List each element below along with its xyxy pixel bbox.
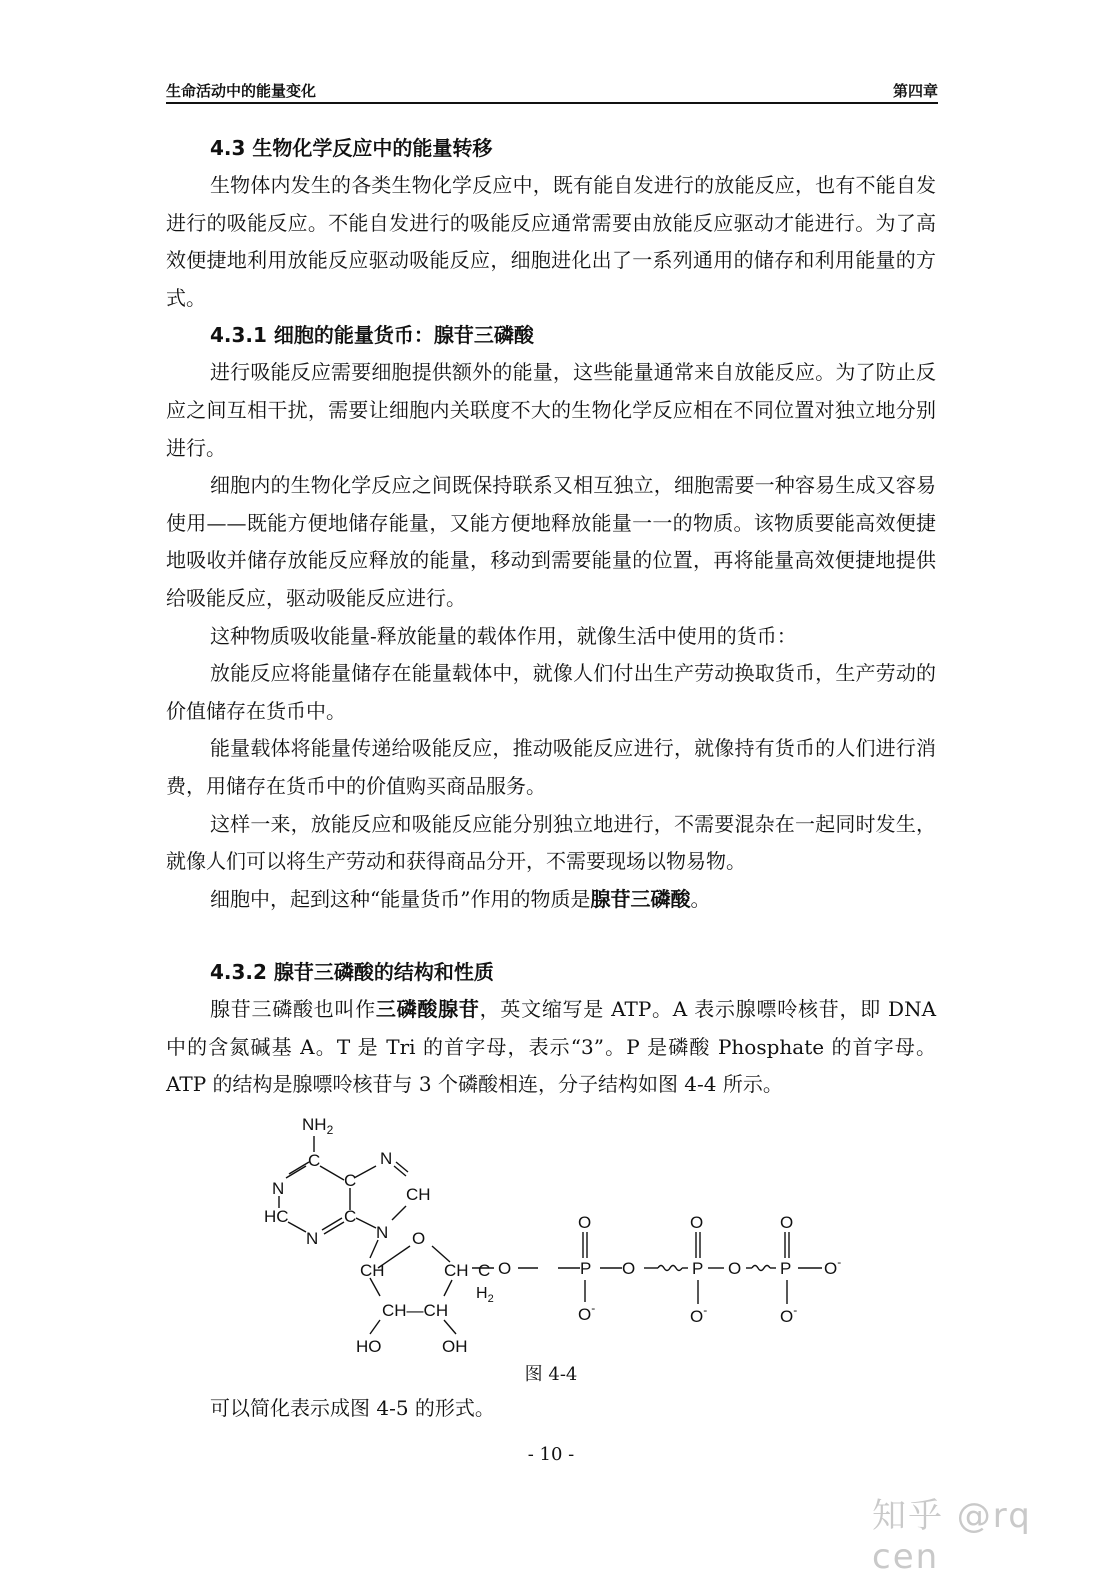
paragraph: 进行吸能反应需要细胞提供额外的能量，这些能量通常来自放能反应。为了防止反应之间互相干扰，需要让细胞内关联度不大的生物化学反应相在不同位置对独立地分别进行。 bbox=[166, 360, 936, 460]
text-segment: 。 bbox=[690, 886, 711, 911]
spacer bbox=[166, 918, 936, 954]
bold-term-atp: 腺苷三磷酸 bbox=[590, 886, 691, 911]
paragraph: 能量载体将能量传递给吸能反应，推动吸能反应进行，就像持有货币的人们进行消费，用储存在货币中的价值购买商品服务。 bbox=[166, 736, 936, 798]
atom-ch: CH bbox=[406, 1185, 431, 1205]
atom-ho: HO bbox=[356, 1337, 382, 1357]
atom-o-minus: O- bbox=[578, 1301, 596, 1325]
text-segment: ，英文缩写是 ATP。A 表示腺嘌呤核苷，即 DNA 中的含氮碱基 A。T 是 Tri 的首字母，表示“3”。P 是磷酸 Phosphate 的首字母。ATP 的结构是腺嘌呤核苷与 3 个磷酸相连，分子结构如图 4-4 所示。 bbox=[166, 997, 937, 1097]
atom-ch: CH bbox=[444, 1261, 469, 1281]
atom-o-minus: O- bbox=[690, 1303, 708, 1327]
atom-oh: OH bbox=[442, 1337, 468, 1357]
header-book-title: 生命活动中的能量变化 bbox=[166, 82, 317, 100]
atom-p: P bbox=[692, 1259, 704, 1279]
atom-o: O bbox=[622, 1259, 636, 1279]
label-h2: $H_2$ bbox=[476, 1285, 494, 1306]
atom-c: C bbox=[344, 1171, 357, 1191]
atom-c: C bbox=[308, 1151, 321, 1171]
paragraph: 这样一来，放能反应和吸能反应能分别独立地进行，不需要混杂在一起同时发生，就像人们可以将生产劳动和获得商品分开，不需要现场以物易物。 bbox=[166, 811, 936, 874]
atom-p: P bbox=[780, 1259, 792, 1279]
text-segment: 细胞中，起到这种“能量货币”作用的物质是 bbox=[210, 886, 591, 911]
page-body bbox=[166, 130, 936, 1428]
paragraph: 这种物质吸收能量-释放能量的载体作用，就像生活中使用的货币： bbox=[210, 623, 797, 648]
atom-ch-ch: CH—CH bbox=[382, 1301, 449, 1321]
atom-o: O bbox=[498, 1259, 512, 1279]
paragraph bbox=[166, 881, 936, 919]
bold-term-atp-alt: 三磷酸腺苷 bbox=[375, 997, 480, 1022]
atom-p: P bbox=[580, 1259, 592, 1279]
label-nh2: $NH_2$ bbox=[302, 1115, 334, 1138]
section-4-3-title: 4.3 生物化学反应中的能量转移 bbox=[210, 136, 493, 160]
atom-o: O bbox=[728, 1259, 742, 1279]
atom-c: C bbox=[344, 1207, 357, 1227]
atom-o: O bbox=[578, 1213, 592, 1233]
atom-o: O bbox=[690, 1213, 704, 1233]
atp-molecule-diagram bbox=[246, 1108, 866, 1358]
atom-n: N bbox=[380, 1149, 393, 1169]
atp-structure-figure bbox=[166, 1108, 936, 1358]
atom-ch: CH bbox=[360, 1261, 385, 1281]
paragraph: 生物体内发生的各类生物化学反应中，既有能自发进行的放能反应，也有不能自发进行的吸能反应。不能自发进行的吸能反应通常需要由放能反应驱动才能进行。为了高效便捷地利用放能反应驱动吸能反应，细胞进化出了一系列通用的储存和利用能量的方式。 bbox=[166, 173, 936, 310]
atom-o-minus: O- bbox=[824, 1255, 842, 1279]
paragraph bbox=[166, 991, 936, 1104]
atom-hc: HC bbox=[264, 1207, 289, 1227]
paragraph: 细胞内的生物化学反应之间既保持联系又相互独立，细胞需要一种容易生成又容易使用——既能方便地储存能量，又能方便地释放能量一一的物质。该物质要能高效便捷地吸收并储存放能反应释放的能量，移动到需要能量的位置，再将能量高效便捷地提供给吸能反应，驱动吸能反应进行。 bbox=[166, 473, 936, 610]
atom-c: C bbox=[478, 1261, 491, 1281]
paragraph: 可以简化表示成图 4-5 的形式。 bbox=[210, 1396, 495, 1421]
atom-n: N bbox=[376, 1223, 389, 1243]
paragraph: 放能反应将能量储存在能量载体中，就像人们付出生产劳动换取货币，生产劳动的价值储存在货币中。 bbox=[166, 661, 936, 723]
atom-o: O bbox=[780, 1213, 794, 1233]
atom-o-minus: O- bbox=[780, 1303, 798, 1327]
atom-n: N bbox=[272, 1179, 285, 1199]
page-number: - 10 - bbox=[527, 1444, 575, 1465]
text-segment: 腺苷三磷酸也叫作 bbox=[210, 997, 376, 1022]
header-chapter: 第四章 bbox=[892, 82, 938, 100]
atom-n: N bbox=[306, 1229, 319, 1249]
section-4-3-1-title: 4.3.1 细胞的能量货币：腺苷三磷酸 bbox=[210, 323, 534, 348]
watermark: 知乎 @rq cen bbox=[872, 1496, 1032, 1577]
atom-o: O bbox=[412, 1229, 426, 1249]
figure-caption: 图 4-4 bbox=[524, 1364, 578, 1386]
running-header bbox=[166, 78, 938, 104]
section-4-3-2-title: 4.3.2 腺苷三磷酸的结构和性质 bbox=[210, 960, 494, 985]
